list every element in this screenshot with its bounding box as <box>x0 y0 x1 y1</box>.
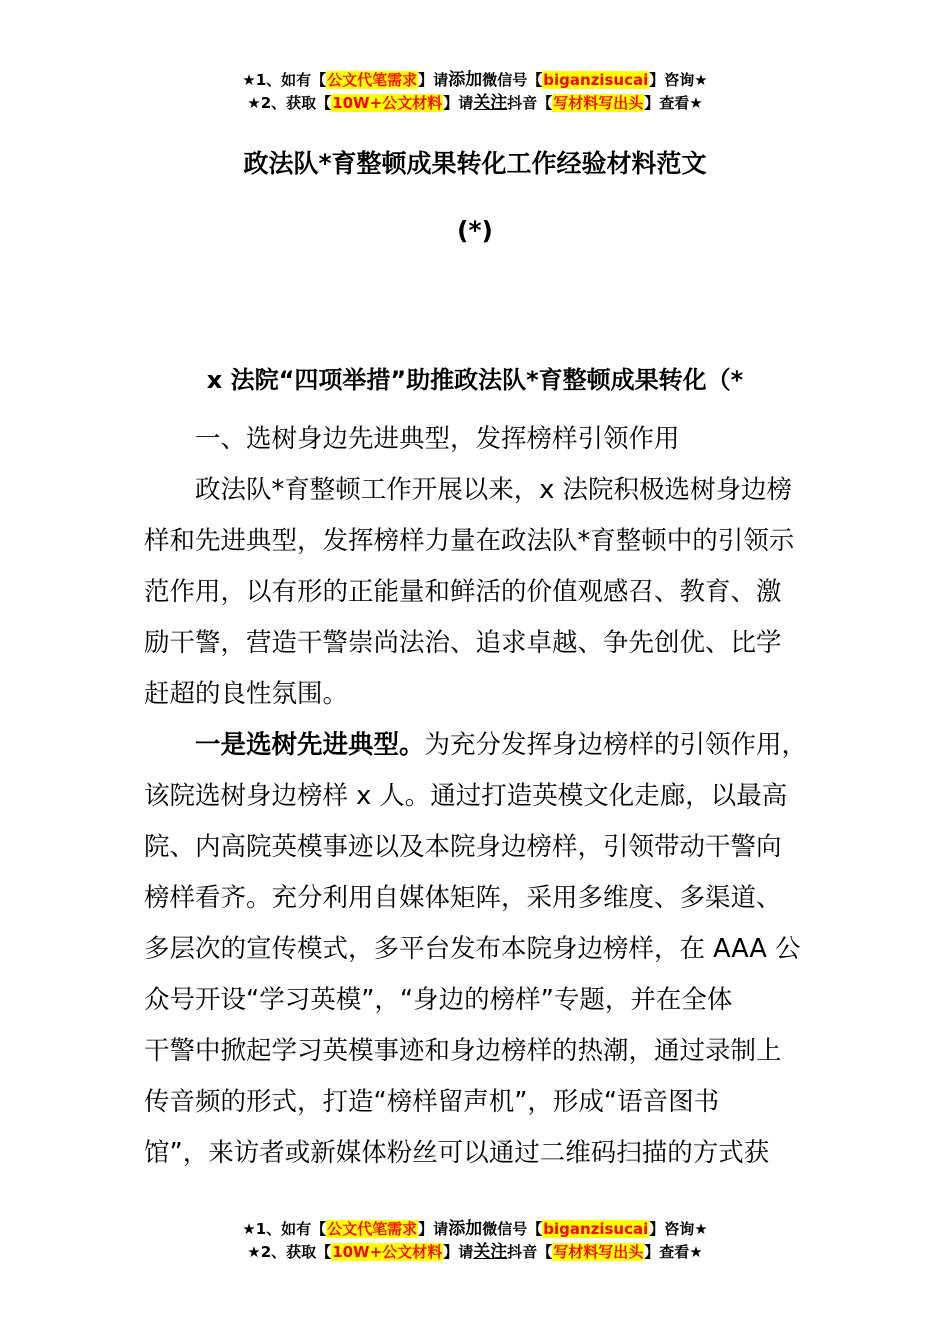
footer-banner <box>0 1218 950 1264</box>
paragraph-line: 榜样看齐。充分利用自媒体矩阵，采用多维度、多渠道、 <box>144 883 782 913</box>
banner-line-1: ★1、如有【公文代笔需求】请添加微信号【biganzisucai】咨询★ <box>242 1219 708 1239</box>
ghostwriting-highlight: 公文代笔需求 <box>327 1220 418 1238</box>
banner-line-2: ★2、获取【10W+公文材料】请关注抖音【写材料写出头】查看★ <box>247 1242 703 1262</box>
paragraph-line: 传音频的形式，打造“榜样留声机”，形成“语音图书 <box>144 1087 720 1117</box>
document-subtitle: x 法院“四项举措”助推政法队*育整顿成果转化（* <box>206 366 744 394</box>
paragraph-line: 赶超的良性氛围。 <box>144 679 349 709</box>
paragraph-2 <box>144 720 814 1179</box>
document-body <box>144 414 814 1179</box>
document-title: 政法队*育整顿成果转化工作经验材料范文 <box>243 149 707 178</box>
materials-highlight: 10W+公文材料 <box>332 1243 443 1261</box>
banner-line-1: ★1、如有【公文代笔需求】请添加微信号【biganzisucai】咨询★ <box>242 70 708 90</box>
paragraph-line: 干警中掀起学习英模事迹和身边榜样的热潮，通过录制上 <box>144 1036 782 1066</box>
header-banner <box>0 69 950 115</box>
paragraph-line: 政法队*育整顿工作开展以来，x 法院积极选树身边榜 <box>195 475 792 505</box>
wechat-id-highlight: biganzisucai <box>543 1220 649 1238</box>
paragraph-line: 范作用，以有形的正能量和鲜活的价值观感召、教育、激 <box>144 577 782 607</box>
paragraph-line: 馆”，来访者或新媒体粉丝可以通过二维码扫描的方式获 <box>144 1138 770 1168</box>
ghostwriting-highlight: 公文代笔需求 <box>327 71 418 89</box>
banner-line-2: ★2、获取【10W+公文材料】请关注抖音【写材料写出头】查看★ <box>247 93 703 113</box>
wechat-id-highlight: biganzisucai <box>543 71 649 89</box>
document-title-suffix: (*) <box>457 216 493 245</box>
paragraph-1 <box>144 465 814 720</box>
paragraph-line: 励干警，营造干警崇尚法治、追求卓越、争先创优、比学 <box>144 628 782 658</box>
paragraph-line: 一是选树先进典型。为充分发挥身边榜样的引领作用， <box>195 730 808 760</box>
paragraph-lead: 一是选树先进典型。 <box>195 730 425 760</box>
paragraph-line: 众号开设“学习英模”，“身边的榜样”专题，并在全体 <box>144 985 733 1015</box>
materials-highlight: 10W+公文材料 <box>332 94 443 112</box>
paragraph-line: 多层次的宣传模式，多平台发布本院身边榜样，在 AAA 公 <box>144 934 801 964</box>
douyin-highlight: 写材料写出头 <box>553 1243 644 1261</box>
paragraph-line: 样和先进典型，发挥榜样力量在政法队*育整顿中的引领示 <box>144 526 795 556</box>
paragraph-line: 该院选树身边榜样 x 人。通过打造英模文化走廊，以最高 <box>144 781 788 811</box>
paragraph-line: 院、内高院英模事迹以及本院身边榜样，引领带动干警向 <box>144 832 782 862</box>
section-heading: 一、选树身边先进典型，发挥榜样引领作用 <box>195 424 680 454</box>
douyin-highlight: 写材料写出头 <box>553 94 644 112</box>
